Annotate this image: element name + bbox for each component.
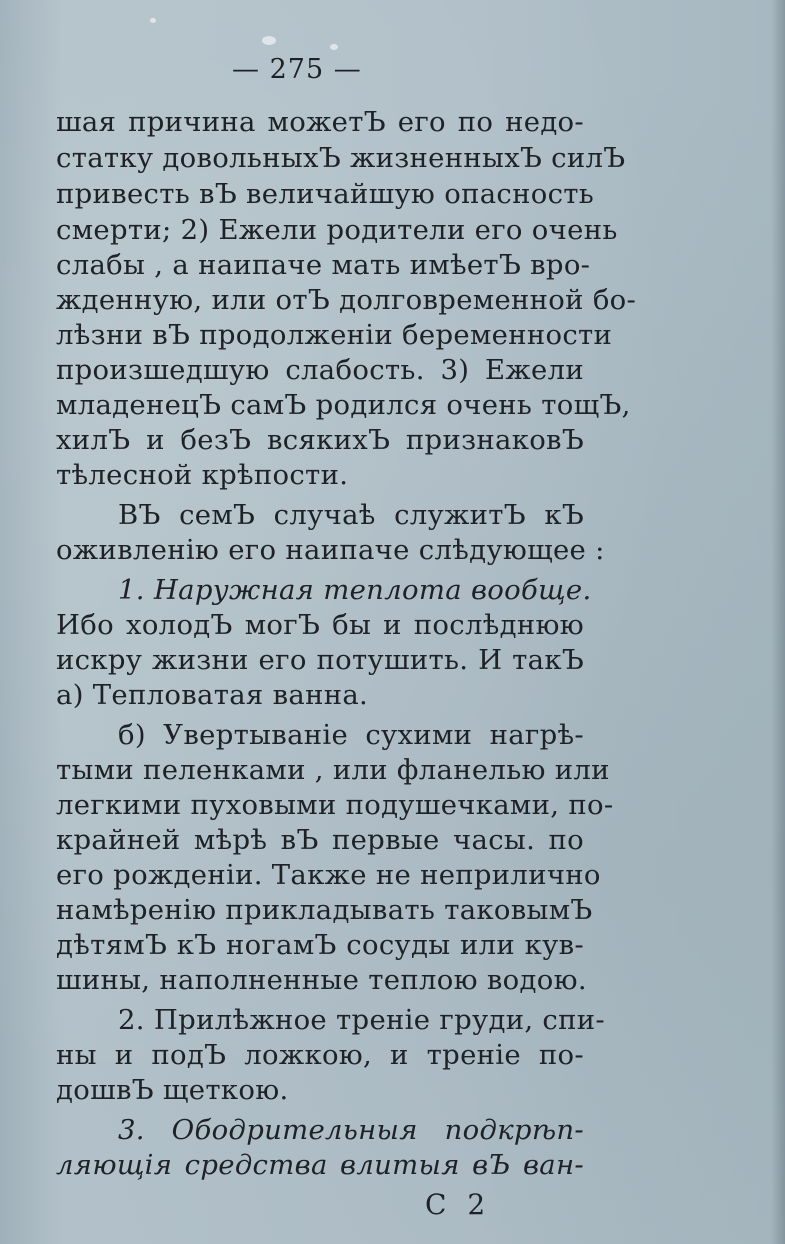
text-line-18: б) Увертываніе сухими нагрѣ- — [118, 719, 584, 751]
text-line-22: его рожденіи. Также не неприлично — [56, 859, 601, 891]
text-line-8: произшедшую слабость. 3) Ежели — [56, 354, 584, 386]
text-line-12: ВЪ семЪ случаѣ служитЪ кЪ — [118, 499, 584, 531]
text-line-6: жденную, или отЪ долговременной бо- — [56, 284, 637, 316]
text-line-19: тыми пеленками , или фланелью или — [56, 754, 610, 786]
text-line-30: ляющія средства влитыя вЪ ван- — [56, 1149, 584, 1181]
text-line-25: шины, наполненные теплою водою. — [56, 964, 587, 996]
text-line-21: крайней мѣрѣ вЪ первые часы. по — [56, 824, 584, 856]
text-line-1: шая причина можетЪ его по недо- — [56, 106, 584, 138]
section-heading-3: 3. Ободрительныя подкрѣп- — [118, 1114, 584, 1146]
page-header — [0, 52, 785, 96]
paper-speck — [262, 36, 276, 45]
page-number: — 275 — — [232, 54, 362, 85]
signature-mark: C 2 — [425, 1188, 492, 1221]
text-line-23: намѣренію прикладывать таковымЪ — [56, 894, 593, 926]
paper-speck — [330, 44, 338, 50]
text-line-27: ны и подЪ ложкою, и треніе по- — [56, 1039, 584, 1071]
text-line-28: дошвЪ щеткою. — [56, 1074, 289, 1106]
text-line-4: смерти; 2) Ежели родители его очень — [56, 214, 618, 246]
text-line-24: дѣтямЪ кЪ ногамЪ сосуды или кув- — [56, 929, 584, 961]
paper-speck — [150, 18, 156, 23]
text-line-11: тѣлесной крѣпости. — [56, 459, 349, 491]
page-edge-shadow — [771, 0, 785, 1244]
text-line-7: лѣзни вЪ продолженіи беременности — [56, 319, 613, 351]
text-line-2: статку довольныхЪ жизненныхЪ силЪ — [56, 142, 626, 174]
section-heading-2: 2. Прилѣжное треніе груди, спи- — [118, 1004, 605, 1036]
text-line-10: хилЪ и безЪ всякихЪ признаковЪ — [56, 424, 584, 456]
text-line-17: а) Тепловатая ванна. — [56, 679, 369, 711]
text-line-3: привесть вЪ величайшую опасность — [56, 178, 595, 210]
text-line-15: Ибо холодЪ могЪ бы и послѣднюю — [56, 609, 584, 641]
text-line-13: оживленію его наипаче слѣдующее : — [56, 534, 605, 566]
text-line-9: младенецЪ самЪ родился очень тощЪ, — [56, 389, 631, 421]
text-line-20: легкими пуховыми подушечками, по- — [56, 789, 614, 821]
text-line-16: искру жизни его потушить. И такЪ — [56, 644, 584, 676]
section-heading-1: 1. Наружная теплота вообще. — [118, 574, 592, 606]
text-line-5: слабы , а наипаче мать имѣетЪ вро- — [56, 249, 591, 281]
